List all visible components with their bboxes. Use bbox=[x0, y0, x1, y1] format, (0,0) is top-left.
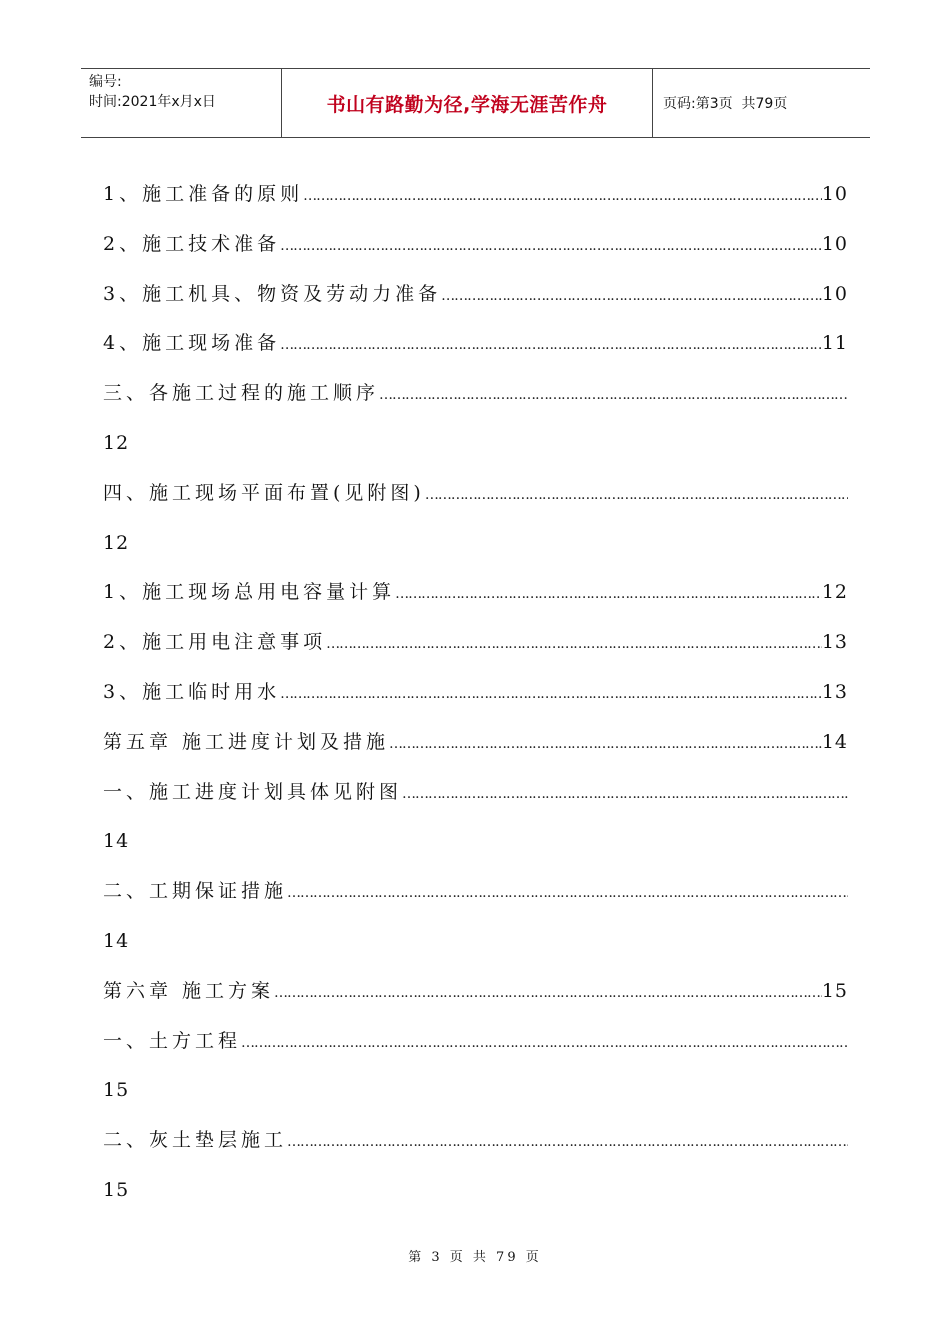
page-info-text: 页码:第3页 共79页 bbox=[663, 96, 788, 112]
toc-page-number: 14 bbox=[103, 929, 130, 952]
toc-entry[interactable] bbox=[103, 1116, 848, 1166]
toc-entry[interactable] bbox=[103, 419, 848, 469]
toc-entry-label: 1、施工准备的原则 bbox=[103, 183, 304, 205]
toc-entry-label: 4、施工现场准备 bbox=[103, 332, 281, 355]
toc-leader-dots bbox=[280, 321, 822, 371]
toc-entry[interactable] bbox=[103, 319, 848, 369]
document-number: 编号: bbox=[89, 74, 122, 90]
toc-page-number: 12 bbox=[103, 531, 130, 554]
header-meta bbox=[81, 69, 281, 137]
toc-entry[interactable] bbox=[103, 568, 848, 618]
toc-page-number: 12 bbox=[821, 581, 848, 604]
toc-entry-label: 2、施工用电注意事项 bbox=[103, 631, 327, 654]
toc-leader-dots bbox=[280, 222, 822, 272]
toc-leader-dots bbox=[425, 471, 848, 521]
toc-leader-dots bbox=[303, 172, 822, 222]
toc-page-number: 15 bbox=[103, 1079, 130, 1102]
toc-leader-dots bbox=[287, 869, 848, 919]
toc-entry[interactable] bbox=[103, 618, 848, 668]
toc-entry[interactable] bbox=[103, 1017, 848, 1067]
toc-page-number: 10 bbox=[821, 183, 848, 205]
toc-leader-dots bbox=[326, 620, 822, 670]
toc-entry-label: 二、灰土垫层施工 bbox=[103, 1129, 288, 1152]
table-of-contents bbox=[103, 170, 848, 1216]
toc-leader-dots bbox=[287, 1118, 848, 1168]
toc-entry[interactable] bbox=[103, 220, 848, 270]
toc-entry[interactable] bbox=[103, 917, 848, 967]
toc-entry-label: 一、土方工程 bbox=[103, 1029, 242, 1052]
toc-page-number: 15 bbox=[821, 979, 848, 1002]
toc-entry[interactable] bbox=[103, 369, 848, 419]
toc-entry[interactable] bbox=[103, 270, 848, 320]
page-header bbox=[81, 68, 870, 138]
toc-leader-dots bbox=[389, 720, 822, 770]
toc-entry[interactable] bbox=[103, 817, 848, 867]
toc-leader-dots bbox=[402, 770, 848, 820]
toc-entry-label: 一、施工进度计划具体见附图 bbox=[103, 780, 403, 803]
toc-entry-label: 四、施工现场平面布置(见附图) bbox=[103, 481, 425, 504]
header-motto: 书山有路勤为径,学海无涯苦作舟 bbox=[281, 69, 653, 137]
header-page-info bbox=[653, 69, 870, 137]
toc-page-number: 10 bbox=[821, 232, 848, 255]
toc-entry[interactable] bbox=[103, 668, 848, 718]
toc-page-number: 12 bbox=[103, 431, 130, 454]
toc-entry-label: 1、施工现场总用电容量计算 bbox=[103, 581, 396, 604]
toc-entry-label: 二、工期保证措施 bbox=[103, 880, 288, 903]
toc-leader-dots bbox=[280, 670, 822, 720]
toc-leader-dots bbox=[274, 969, 822, 1019]
toc-entry-label: 三、各施工过程的施工顺序 bbox=[103, 382, 380, 405]
toc-entry-label: 3、施工机具、物资及劳动力准备 bbox=[103, 282, 442, 305]
toc-entry[interactable] bbox=[103, 967, 848, 1017]
toc-leader-dots bbox=[395, 570, 822, 620]
toc-leader-dots bbox=[379, 371, 848, 421]
toc-leader-dots bbox=[241, 1019, 848, 1069]
toc-page-number: 15 bbox=[103, 1178, 130, 1201]
toc-entry[interactable] bbox=[103, 1066, 848, 1116]
toc-entry-label: 第六章 施工方案 bbox=[103, 979, 275, 1002]
toc-entry[interactable] bbox=[103, 519, 848, 569]
toc-entry[interactable] bbox=[103, 170, 848, 220]
page-footer: 第 3 页 共 79 页 bbox=[408, 1250, 542, 1265]
toc-entry[interactable] bbox=[103, 1166, 848, 1216]
toc-entry-label: 2、施工技术准备 bbox=[103, 232, 281, 255]
toc-page-number: 13 bbox=[821, 680, 848, 703]
toc-entry[interactable] bbox=[103, 718, 848, 768]
document-time: 时间:2021年x月x日 bbox=[89, 94, 216, 110]
toc-page-number: 11 bbox=[821, 332, 848, 355]
toc-entry-label: 3、施工临时用水 bbox=[103, 680, 281, 703]
toc-page-number: 13 bbox=[821, 631, 848, 654]
toc-entry-label: 第五章 施工进度计划及措施 bbox=[103, 730, 390, 753]
toc-page-number: 14 bbox=[103, 830, 130, 853]
toc-page-number: 10 bbox=[821, 282, 848, 305]
toc-leader-dots bbox=[441, 272, 822, 322]
toc-entry[interactable] bbox=[103, 768, 848, 818]
toc-entry[interactable] bbox=[103, 469, 848, 519]
toc-page-number: 14 bbox=[821, 730, 848, 753]
toc-entry[interactable] bbox=[103, 867, 848, 917]
